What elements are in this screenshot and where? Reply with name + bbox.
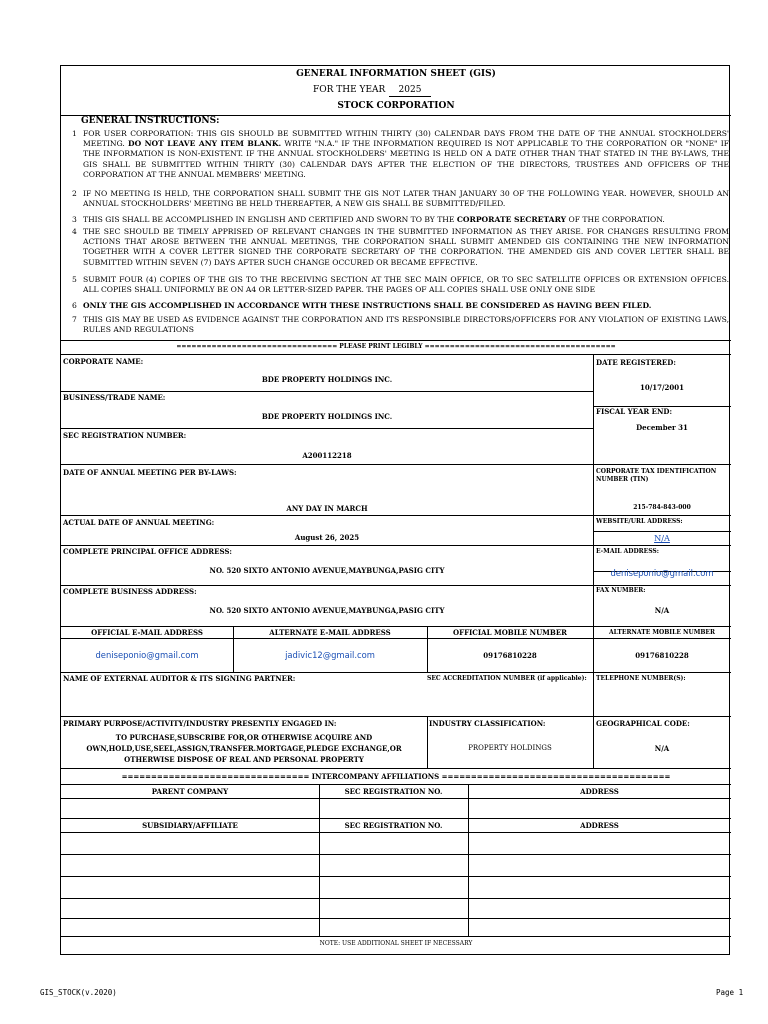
divider	[427, 716, 428, 768]
official-mobile-value[interactable]: 09176810228	[483, 651, 537, 660]
divider	[593, 354, 594, 630]
alternate-mobile-header: ALTERNATE MOBILE NUMBER	[609, 629, 715, 636]
subsidiary-address-header: ADDRESS	[580, 821, 619, 830]
subsidiary-sec-reg-header: SEC REGISTRATION NO.	[344, 821, 443, 830]
instruction-4: THE SEC SHOULD BE TIMELY APPRISED OF RELEVANT CHANGES IN THE SUBMITTED INFORMATION AS THEY ARISE. FOR CHANGES RESULTING FROM ACTIONS THAT AROSE BETWEEN THE ANNUAL MEETINGS, THE CORPORATION SHALL SUBMIT AMENDED GIS CONTAINING THE NEW INFORMATION TOGETHER WITH A COVER LETTER SIGNED THE CORPORATE SECRETARY OF THE CORPORATION. THE AMENDED GIS AND COVER LETTER SHALL BE SUBMITTED WITHIN SEVEN (7) DAYS AFTER SUCH CHANGE OCCURED OR BECAME EFFECTIVE.	[83, 227, 729, 267]
industry-value[interactable]: PROPERTY HOLDINGS	[468, 744, 552, 752]
tin-value[interactable]: 215-784-843-000	[633, 504, 691, 511]
tin-label: CORPORATE TAX IDENTIFICATION NUMBER (TIN)	[596, 468, 717, 483]
business-address-value[interactable]: NO. 520 SIXTO ANTONIO AVENUE,MAYBUNGA,PASIG CITY	[209, 606, 445, 615]
business-name-value[interactable]: BDE PROPERTY HOLDINGS INC.	[261, 412, 393, 421]
actual-meeting-value[interactable]: August 26, 2025	[294, 533, 360, 542]
instruction-num: 4	[72, 227, 77, 236]
divider	[468, 784, 469, 936]
email-value[interactable]: deniseponio@gmail.com	[610, 568, 714, 578]
instruction-5: SUBMIT FOUR (4) COPIES OF THE GIS TO THE RECEIVING SECTION AT THE SEC MAIN OFFICE, OR TO SEC SATELLITE OFFICES OR EXTENSION OFFICES. ALL COPIES SHALL UNIFORMLY BE ON A4 OR LETTER-SIZED PAPER. THE PAGES OF ALL COPIES SHALL USE ONLY ONE SIDE	[83, 275, 729, 295]
divider	[61, 876, 731, 877]
email-label: E-MAIL ADDRESS:	[596, 548, 659, 555]
divider	[61, 626, 731, 627]
instruction-num: 5	[72, 275, 77, 284]
official-mobile-header: OFFICIAL MOBILE NUMBER	[453, 628, 567, 637]
print-legibly-banner: ================================ PLEASE PRINT LEGIBLY ======================================	[176, 343, 616, 350]
geo-value[interactable]: N/A	[654, 744, 670, 753]
instruction-num: 3	[72, 215, 77, 224]
divider	[61, 898, 731, 899]
divider	[593, 672, 594, 716]
instructions-heading: GENERAL INSTRUCTIONS:	[81, 116, 220, 126]
alternate-email-value[interactable]: jadivic12@gmail.com	[285, 650, 375, 660]
divider	[61, 391, 593, 392]
date-registered-value[interactable]: 10/17/2001	[639, 383, 685, 392]
alternate-mobile-value[interactable]: 09176810228	[635, 651, 689, 660]
form-id: GIS_STOCK(v.2020)	[40, 988, 117, 997]
divider	[61, 832, 731, 833]
instruction-1: FOR USER CORPORATION: THIS GIS SHOULD BE SUBMITTED WITHIN THIRTY (30) CALENDAR DAYS FROM THE DATE OF THE ANNUAL STOCKHOLDERS' MEETING. DO NOT LEAVE ANY ITEM BLANK. WRITE "N.A." IF THE INFORMATION REQUIRED IS NOT APPLICABLE TO THE CORPORATION OR "NONE" IF THE INFORMATION IS NON-EXISTENT. IF THE ANNUAL STOCKHOLDERS' MEETING IS HELD ON A DATE OTHER THAN THAT STATED IN THE BY-LAWS, THE GIS SHALL BE SUBMITTED WITHIN THIRTY (30) CALENDAR DAYS AFTER THE ELECTION OF THE DIRECTORS, TRUSTEES AND OFFICERS OF THE CORPORATION AT THE ANNUAL MEMBERS' MEETING.	[83, 129, 729, 179]
year-value[interactable]: 2025	[389, 85, 431, 97]
auditor-label: NAME OF EXTERNAL AUDITOR & ITS SIGNING PARTNER:	[63, 674, 296, 683]
official-email-header: OFFICIAL E-MAIL ADDRESS	[91, 628, 203, 637]
divider	[61, 340, 731, 341]
divider	[319, 784, 320, 936]
divider	[61, 818, 731, 819]
sec-registration-label: SEC REGISTRATION NUMBER:	[63, 431, 187, 440]
gis-form	[60, 65, 730, 955]
business-name-label: BUSINESS/TRADE NAME:	[63, 393, 166, 402]
divider	[61, 545, 731, 546]
divider	[61, 464, 731, 465]
divider	[61, 918, 731, 919]
alternate-email-header: ALTERNATE E-MAIL ADDRESS	[269, 628, 391, 637]
divider	[61, 716, 731, 717]
official-email-value[interactable]: deniseponio@gmail.com	[95, 650, 199, 660]
subsidiary-header: SUBSIDIARY/AFFILIATE	[142, 821, 238, 830]
for-year-label: FOR THE YEAR	[313, 85, 386, 95]
instruction-3: THIS GIS SHALL BE ACCOMPLISHED IN ENGLISH AND CERTIFIED AND SWORN TO BY THE CORPORATE SECRETARY OF THE CORPORATION.	[83, 215, 665, 224]
instruction-num: 7	[72, 315, 77, 324]
divider	[593, 716, 594, 768]
purpose-value[interactable]: TO PURCHASE,SUBSCRIBE FOR,OR OTHERWISE ACQUIRE AND OWN,HOLD,USE,SEEL,ASSIGN,TRANSFER.MORTGAGE,PLEDGE EXCHANGE,OR OTHERWISE DISPOSE OF REAL AND PERSONAL PROPERTY	[86, 733, 402, 764]
instruction-2: IF NO MEETING IS HELD, THE CORPORATION SHALL SUBMIT THE GIS NOT LATER THAN JANUARY 30 OF THE FOLLOWING YEAR. HOWEVER, SHOULD AN ANNUAL STOCKHOLDERS' MEETING BE HELD THEREAFTER, A NEW GIS SHALL BE SUBMITTED/FILED.	[83, 189, 729, 209]
divider	[61, 854, 731, 855]
corp-type: STOCK CORPORATION	[337, 101, 455, 111]
actual-meeting-label: ACTUAL DATE OF ANNUAL MEETING:	[63, 518, 215, 527]
divider	[61, 585, 731, 586]
parent-company-header: PARENT COMPANY	[151, 787, 229, 796]
divider	[61, 768, 731, 769]
geo-label: GEOGRAPHICAL CODE:	[596, 719, 690, 728]
instruction-num: 2	[72, 189, 77, 198]
divider	[61, 638, 731, 639]
instruction-6: ONLY THE GIS ACCOMPLISHED IN ACCORDANCE WITH THESE INSTRUCTIONS SHALL BE CONSIDERED AS HAVING BEEN FILED.	[83, 301, 652, 310]
page-number: Page 1	[716, 988, 744, 997]
instruction-num: 1	[72, 129, 77, 138]
divider	[61, 354, 731, 355]
website-label: WEBSITE/URL ADDRESS:	[596, 518, 683, 525]
sec-registration-value[interactable]: A200112218	[302, 451, 352, 460]
annual-meeting-bylaws-value[interactable]: ANY DAY IN MARCH	[286, 504, 368, 513]
divider	[61, 515, 731, 516]
parent-address-header: ADDRESS	[580, 787, 619, 796]
date-registered-label: DATE REGISTERED:	[596, 358, 676, 367]
additional-sheet-note: NOTE: USE ADDITIONAL SHEET IF NECESSARY	[319, 940, 473, 947]
affiliations-banner: ================================ INTERCOMPANY AFFILIATIONS =======================================	[121, 772, 671, 781]
instruction-num: 6	[72, 301, 77, 310]
instruction-7: THIS GIS MAY BE USED AS EVIDENCE AGAINST THE CORPORATION AND ITS RESPONSIBLE DIRECTORS/OFFICERS FOR ANY VIOLATION OF EXISTING LAWS, RULES AND REGULATIONS	[83, 315, 729, 335]
divider	[593, 531, 731, 532]
form-title: GENERAL INFORMATION SHEET (GIS)	[296, 69, 496, 79]
parent-sec-reg-header: SEC REGISTRATION NO.	[344, 787, 443, 796]
annual-meeting-bylaws-label: DATE OF ANNUAL MEETING PER BY-LAWS:	[63, 468, 237, 477]
divider	[61, 672, 731, 673]
sec-accreditation-label: SEC ACCREDITATION NUMBER (if applicable):	[427, 675, 587, 682]
divider	[61, 798, 731, 799]
principal-office-label: COMPLETE PRINCIPAL OFFICE ADDRESS:	[63, 547, 232, 556]
website-value[interactable]: N/A	[654, 533, 670, 543]
principal-office-value[interactable]: NO. 520 SIXTO ANTONIO AVENUE,MAYBUNGA,PASIG CITY	[209, 566, 445, 575]
corporate-name-label: CORPORATE NAME:	[63, 357, 144, 366]
industry-label: INDUSTRY CLASSIFICATION:	[429, 719, 546, 728]
fax-label: FAX NUMBER:	[596, 587, 646, 594]
fax-value[interactable]: N/A	[654, 606, 670, 615]
fiscal-year-end-value[interactable]: December 31	[636, 423, 688, 432]
divider	[61, 784, 731, 785]
business-address-label: COMPLETE BUSINESS ADDRESS:	[63, 587, 197, 596]
divider	[61, 428, 593, 429]
purpose-label: PRIMARY PURPOSE/ACTIVITY/INDUSTRY PRESENTLY ENGAGED IN:	[63, 719, 337, 728]
fiscal-year-end-label: FISCAL YEAR END:	[596, 407, 673, 416]
divider	[61, 936, 731, 937]
corporate-name-value[interactable]: BDE PROPERTY HOLDINGS INC.	[261, 375, 393, 384]
telephone-label: TELEPHONE NUMBER(S):	[596, 675, 686, 682]
